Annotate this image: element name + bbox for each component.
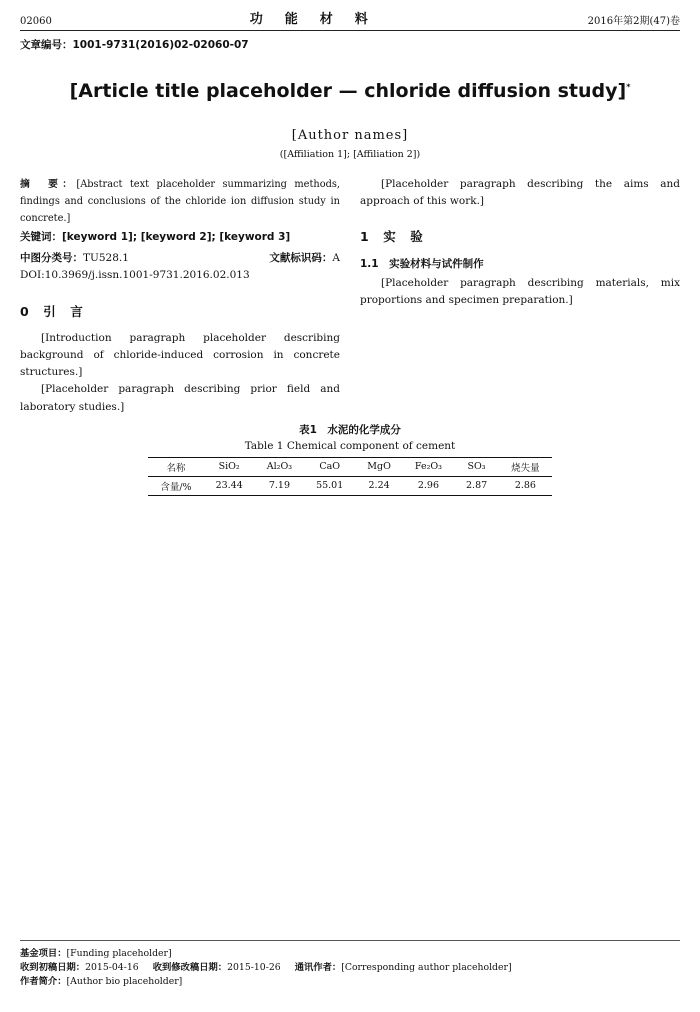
left-column bbox=[20, 176, 340, 416]
bio-text: [Author bio placeholder] bbox=[66, 976, 183, 987]
doc-label: 文献标识码： bbox=[269, 252, 333, 265]
table-cell: 2.86 bbox=[499, 476, 552, 495]
page-number: 02060 bbox=[20, 16, 52, 27]
section-0-title: 0 引 言 bbox=[20, 303, 84, 319]
intro-paragraph-3: [Placeholder paragraph describing the aims and approach of this work.] bbox=[360, 178, 680, 208]
table-cell: 2.96 bbox=[403, 476, 454, 495]
table-header: Fe₂O₃ bbox=[403, 457, 454, 476]
author-bio-note bbox=[20, 975, 680, 989]
materials-paragraph: [Placeholder paragraph describing materials, mix proportions and specimen preparation.] bbox=[360, 276, 680, 307]
table-header: 名称 bbox=[148, 457, 203, 476]
table-1 bbox=[20, 422, 680, 496]
journal-name: 功能材料 bbox=[249, 12, 390, 27]
right-column bbox=[360, 176, 680, 416]
revised-date: 2015-10-26 bbox=[227, 962, 281, 973]
section-1-title: 1 实 验 bbox=[360, 229, 424, 245]
two-column-body bbox=[20, 176, 680, 416]
class-value: TU528.1 bbox=[83, 252, 129, 265]
table-cell: 23.44 bbox=[204, 476, 255, 495]
table-cell: 55.01 bbox=[304, 476, 355, 495]
table-cell: 2.87 bbox=[454, 476, 499, 495]
table-cell: 7.19 bbox=[255, 476, 304, 495]
table-caption-en: Table 1 Chemical component of cement bbox=[244, 439, 456, 452]
paper-title: [Article title placeholder — chloride diffusion study]* bbox=[69, 80, 631, 102]
article-number: 文章编号：1001-9731(2016)02-02060-07 bbox=[20, 39, 249, 51]
dates-note bbox=[20, 961, 680, 975]
abstract bbox=[20, 176, 340, 227]
keywords bbox=[20, 229, 340, 246]
running-header bbox=[20, 8, 680, 31]
cement-composition-table bbox=[148, 457, 551, 496]
keywords-text: [keyword 1]; [keyword 2]; [keyword 3] bbox=[62, 231, 291, 243]
doi: DOI:10.3969/j.issn.1001-9731.2016.02.013 bbox=[20, 269, 250, 282]
funding-note bbox=[20, 947, 680, 961]
affiliations: ([Affiliation 1]; [Affiliation 2]) bbox=[279, 149, 421, 160]
class-label: 中图分类号： bbox=[20, 252, 83, 265]
funding-label: 基金项目： bbox=[20, 948, 67, 959]
table-caption: 表1 水泥的化学成分 bbox=[299, 423, 401, 436]
table-header-row bbox=[148, 457, 551, 476]
doc-value: A bbox=[332, 252, 340, 265]
table-cell: 2.24 bbox=[355, 476, 403, 495]
issue-info: 2016年第2期(47)卷 bbox=[587, 16, 680, 27]
table-header: Al₂O₃ bbox=[255, 457, 304, 476]
keywords-label: 关键词： bbox=[20, 231, 62, 243]
classification bbox=[20, 250, 340, 267]
corresponding-label: 通讯作者： bbox=[294, 962, 342, 973]
funding-text: [Funding placeholder] bbox=[66, 948, 172, 959]
intro-paragraph-1: [Introduction paragraph placeholder describing background of chloride-induced corrosion in concrete structures.] bbox=[20, 331, 340, 379]
revised-label: 收到修改稿日期： bbox=[152, 962, 228, 973]
table-header: MgO bbox=[355, 457, 403, 476]
table-header: SiO₂ bbox=[204, 457, 255, 476]
abstract-text: [Abstract text placeholder summarizing methods, findings and conclusions of the chloride ion diffusion study in concrete.] bbox=[20, 179, 341, 224]
table-header: 烧失量 bbox=[499, 457, 552, 476]
section-1-1-title: 1.1 实验材料与试件制作 bbox=[360, 257, 484, 270]
received-label: 收到初稿日期： bbox=[20, 962, 86, 973]
table-cell: 含量/% bbox=[148, 476, 203, 495]
table-header: SO₃ bbox=[454, 457, 499, 476]
table-header: CaO bbox=[304, 457, 355, 476]
intro-paragraph-2: [Placeholder paragraph describing prior field and laboratory studies.] bbox=[20, 383, 340, 413]
received-date: 2015-04-16 bbox=[85, 962, 139, 973]
table-row bbox=[148, 476, 551, 495]
abstract-label: 摘 要： bbox=[20, 179, 77, 190]
corresponding-text: [Corresponding author placeholder] bbox=[341, 962, 512, 973]
bio-label: 作者简介： bbox=[20, 976, 67, 987]
footnotes bbox=[20, 940, 680, 989]
author-list: [Author names] bbox=[291, 128, 409, 143]
